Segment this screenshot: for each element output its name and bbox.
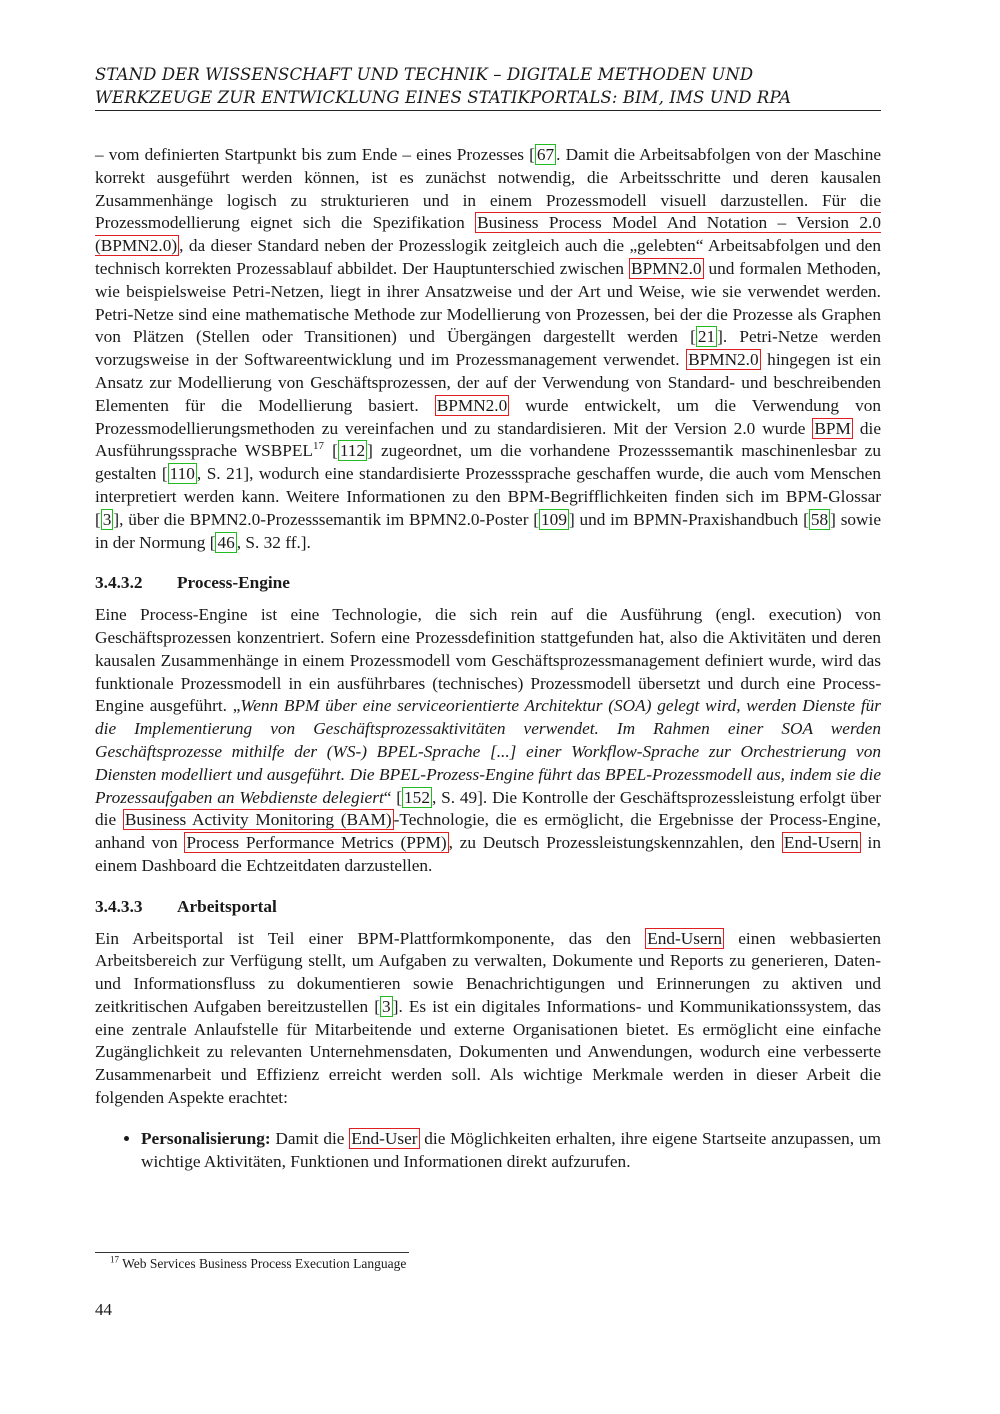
text: – vom definierten Startpunkt bis zum Ende – eines Prozesses	[95, 145, 530, 164]
citation-link[interactable]: 3	[382, 996, 391, 1016]
glossary-link-bpmn[interactable]: Business Process Model And Notation – Version 2.0 (BPMN2.0)	[95, 213, 881, 256]
citation-link[interactable]: 21	[697, 327, 716, 347]
text: zugeordnet, um die vorhandene Prozesssemantik maschinenlesbar zu gestalten	[95, 441, 881, 484]
header-line-1: STAND DER WISSENSCHAFT UND TECHNIK – DIGITALE METHODEN UND	[95, 65, 754, 84]
text: , S. 49]. Die Kontrolle der Geschäftsprozessleistung erfolgt über die	[95, 787, 882, 830]
glossary-link-ppm[interactable]: Process Performance Metrics (PPM)	[186, 833, 447, 853]
glossary-link-end-user[interactable]: End-User	[351, 1128, 418, 1148]
list-item	[141, 1128, 881, 1174]
paragraph-arbeitsportal	[95, 928, 881, 1110]
text: “ [	[383, 787, 403, 807]
text: Damit die	[270, 1128, 350, 1148]
list-item-label: Personalisierung:	[141, 1128, 271, 1148]
body-text	[95, 144, 881, 1173]
text: , über die BPMN2.0-Prozesssemantik im BPMN2.0-Poster	[119, 509, 534, 529]
footnote-rule	[95, 1252, 409, 1253]
glossary-link-bpm[interactable]: BPM	[814, 418, 851, 438]
citation-link[interactable]: 152	[404, 787, 430, 807]
text: -Technologie, die es ermöglicht, die Ergebnisse der Process-Engine, anhand von	[95, 810, 881, 853]
feature-list	[95, 1128, 881, 1174]
section-number: 3.4.3.2	[95, 573, 143, 593]
text: . Damit die Arbeitsabfolgen von der Maschine korrekt ausgeführt werden können, ist es zunächst notwendig, die Arbeitsschritte und deren kausalen Zusammenhänge logisch zu strukturieren und in einem Prozessmodell visuell darzustellen. Für die Prozessmodellierung eignet sich die Spezifikation	[95, 145, 882, 233]
text: . Petri-Netze werden vorzugsweise in der Softwareentwicklung und im Prozessmanagement verwendet.	[95, 327, 881, 370]
section-title: Arbeitsportal	[177, 896, 277, 916]
text: wurde entwickelt, um die Verwendung von Prozessmodellierungsmethoden zu vereinfachen und zu standardisieren. Mit der Version 2.0 wurde	[95, 395, 881, 438]
header-rule	[95, 110, 881, 111]
text: , da dieser Standard neben der Prozesslogik zeitgleich auch die „gelebten“ Arbeitsabfolgen und den technisch korrekten Prozessablauf abbildet. Der Hauptunterschied zwischen	[95, 236, 881, 278]
quote: Wenn BPM über eine serviceorientierte Architektur (SOA) gelegt wird, werden Dienste für die Implementierung von Geschäftsprozessaktivitäten verwendet. Im Rahmen einer SOA werden Geschäftsprozesse mithilfe der (WS-) BPEL-Sprache [...] einer Workflow-Sprache zur Orchestrierung von Diensten modelliert und ausgeführt. Die BPEL-Prozess-Engine führt das BPEL-Prozessmodell aus, indem sie die Prozessaufgaben an Webdienste delegiert	[95, 696, 881, 807]
text: die Möglichkeiten erhalten, ihre eigene Startseite anzupassen, um wichtige Aktivitäten, Funktionen und Informationen direkt aufzurufen.	[141, 1128, 881, 1171]
text: , S. 32 ff.].	[236, 532, 311, 552]
text: einen webbasierten Arbeitsbereich zur Verfügung stellt, um Aufgaben zu verwalten, Dokumente und Reports zu generieren, Daten- und Informationsfluss zu dokumentieren sowie Benachrichtigungen und Erinnerungen zu aktiven und zeitkritischen Aufgaben bereitzustellen [	[95, 928, 882, 1016]
glossary-link-end-user[interactable]: End-Usern	[647, 928, 723, 948]
citation-link[interactable]: 109	[541, 509, 567, 529]
footnote-text: Web Services Business Process Execution Language	[122, 1256, 407, 1271]
paragraph-process-engine	[95, 604, 881, 878]
citation-link[interactable]: 58	[810, 509, 829, 529]
glossary-link-bpmn[interactable]: BPMN2.0	[630, 258, 702, 278]
header-line-2: WERKZEUGE ZUR ENTWICKLUNG EINES STATIKPORTALS: BIM, IMS UND RPA	[95, 88, 792, 107]
citation-link[interactable]: 112	[339, 441, 366, 461]
citation-link[interactable]: 110	[169, 464, 195, 484]
text: sowie in der Normung	[95, 509, 882, 552]
section-heading-arbeitsportal	[95, 896, 881, 919]
text: Eine Process-Engine ist eine Technologie, die sich rein auf die Ausführung (engl. execution) von Geschäftsprozessen konzentriert. Sofern eine Prozessdefinition stattgefunden hat, also die Aktivitäten und deren kausalen Zusammenhänge in einem Prozessmodell vom Geschäftsprozessmanagement definiert wurde, wird das funktionale Prozessmodell in ein ausführbares (technisches) Prozessmodell übersetzt und durch eine Process-Engine ausgeführt. „	[95, 605, 881, 716]
text: in einem Dashboard die Echtzeitdaten darzustellen.	[95, 833, 882, 875]
glossary-link-end-user[interactable]: End-Usern	[783, 833, 859, 853]
citation-link[interactable]: 3	[102, 509, 112, 529]
text: die Ausführungssprache WSBPEL	[95, 418, 881, 461]
glossary-link-bpmn[interactable]: BPMN2.0	[436, 395, 508, 415]
text: Ein Arbeitsportal ist Teil einer BPM-Plattformkomponente, das den	[95, 928, 646, 948]
section-heading-process-engine	[95, 572, 881, 595]
footnote	[110, 1256, 406, 1272]
running-header	[95, 63, 881, 109]
citation-link[interactable]: 67	[536, 145, 555, 164]
section-title: Process-Engine	[177, 573, 290, 593]
text: , S. 21], wodurch eine standardisierte Prozesssprache geschaffen wurde, die auch vom Menschen interpretiert werden kann. Weitere Informationen zu den BPM-Begrifflichkeiten finden sich im BPM-Glossar	[95, 464, 881, 506]
paragraph-bpmn: – vom definierten Startpunkt bis zum Ende – eines Prozesses [ 67 . Damit die Arbeitsabfolgen von der Maschine korrekt ausgeführt werden können, ist es zunächst notwendig, die Arbeitsschritte und deren kausalen Zusammenhänge logisch zu strukturieren und in einem Prozessmodell visuell darzustellen. Für die Prozessmodellierung eignet sich die Spezifikation Business Process Model And Notation – Version 2.0 (BPMN2.0) , da dieser Standard neben der Prozesslogik zeitgleich auch die „gelebten“ Arbeitsabfolgen und den technisch korrekten Prozessablauf abbildet. Der Hauptunterschied zwischen BPMN2.0 und formalen Methoden, wie beispielsweise Petri-Netzen, liegt in ihrer Ansatzweise und der Art und Weise, wie sie verwendet werden. Petri-Netze sind eine mathematische Methode zur Modellierung von Prozessen, bei der die Prozesse als Graphen von Plätzen (Stellen oder Transitionen) und Übergängen dargestellt werden [ 21 ]. Petri-Netze werden vorzugsweise in der Softwareentwicklung und im Prozessmanagement verwendet. BPMN2.0 hingegen ist ein Ansatz zur Modellierung von Geschäftsprozessen, der auf der Verwendung von Standard- und beschreibenden Elementen für die Modellierung basiert. BPMN2.0 wurde entwickelt, um die Verwendung von Prozessmodellierungsmethoden zu vereinfachen und zu standardisieren. Mit der Version 2.0 wurde BPM die Ausführungssprache WSBPEL$^{17}$ [ 112 ] zugeordnet, um die vorhandene Prozesssemantik maschinenlesbar zu gestalten [ 110 , S. 21], wodurch eine standardisierte Prozesssprache geschaffen wurde, die auch vom Menschen interpretiert werden kann. Weitere Informationen zu den BPM-Begrifflichkeiten finden sich im BPM-Glossar [ 3 ], über die BPMN2.0-Prozesssemantik im BPMN2.0-Poster [ 109 ] und im BPMN-Praxishandbuch [ 58 ] sowie in der Normung [ 46 , S. 32 ff.].	[95, 145, 882, 552]
text: , zu Deutsch Prozessleistungskennzahlen, den	[448, 833, 782, 853]
page-number: 44	[95, 1300, 112, 1319]
section-number: 3.4.3.3	[95, 896, 143, 916]
text: ]. Es ist ein digitales Informations- und Kommunikationssystem, das eine zentrale Anlaufstelle für Mitarbeitende und externe Organisationen bietet. Es ermöglicht eine einfache Zugänglichkeit zu relevanten Unternehmensdaten, Dokumenten und Anwendungen, wodurch eine verbesserte Zusammenarbeit und Effizienz erreicht werden soll. Als wichtige Merkmale werden in dieser Arbeit die folgenden Aspekte erachtet:	[95, 996, 882, 1108]
citation-link[interactable]: 46	[217, 532, 235, 552]
text	[324, 441, 332, 460]
text: hingegen ist ein Ansatz zur Modellierung von Geschäftsprozessen, der auf der Verwendung von Standard- und beschreibenden Elementen für die Modellierung basiert.	[95, 350, 881, 415]
text: und formalen Methoden, wie beispielsweise Petri-Netzen, liegt in ihrer Ansatzweise und der Art und Weise, wie sie verwendet werden. Petri-Netze sind eine mathematische Methode zur Modellierung von Prozessen, bei der die Prozesse als Graphen von Plätzen (Stellen oder Transitionen) und Übergängen dargestellt werden	[95, 258, 881, 347]
glossary-link-bpmn[interactable]: BPMN2.0	[688, 350, 759, 370]
glossary-link-bam[interactable]: Business Activity Monitoring (BAM)	[124, 810, 392, 830]
text: und im BPMN-Praxishandbuch	[574, 509, 804, 529]
footnote-ref[interactable]: 17	[313, 440, 324, 453]
footnote-number: 17	[110, 1254, 119, 1265]
